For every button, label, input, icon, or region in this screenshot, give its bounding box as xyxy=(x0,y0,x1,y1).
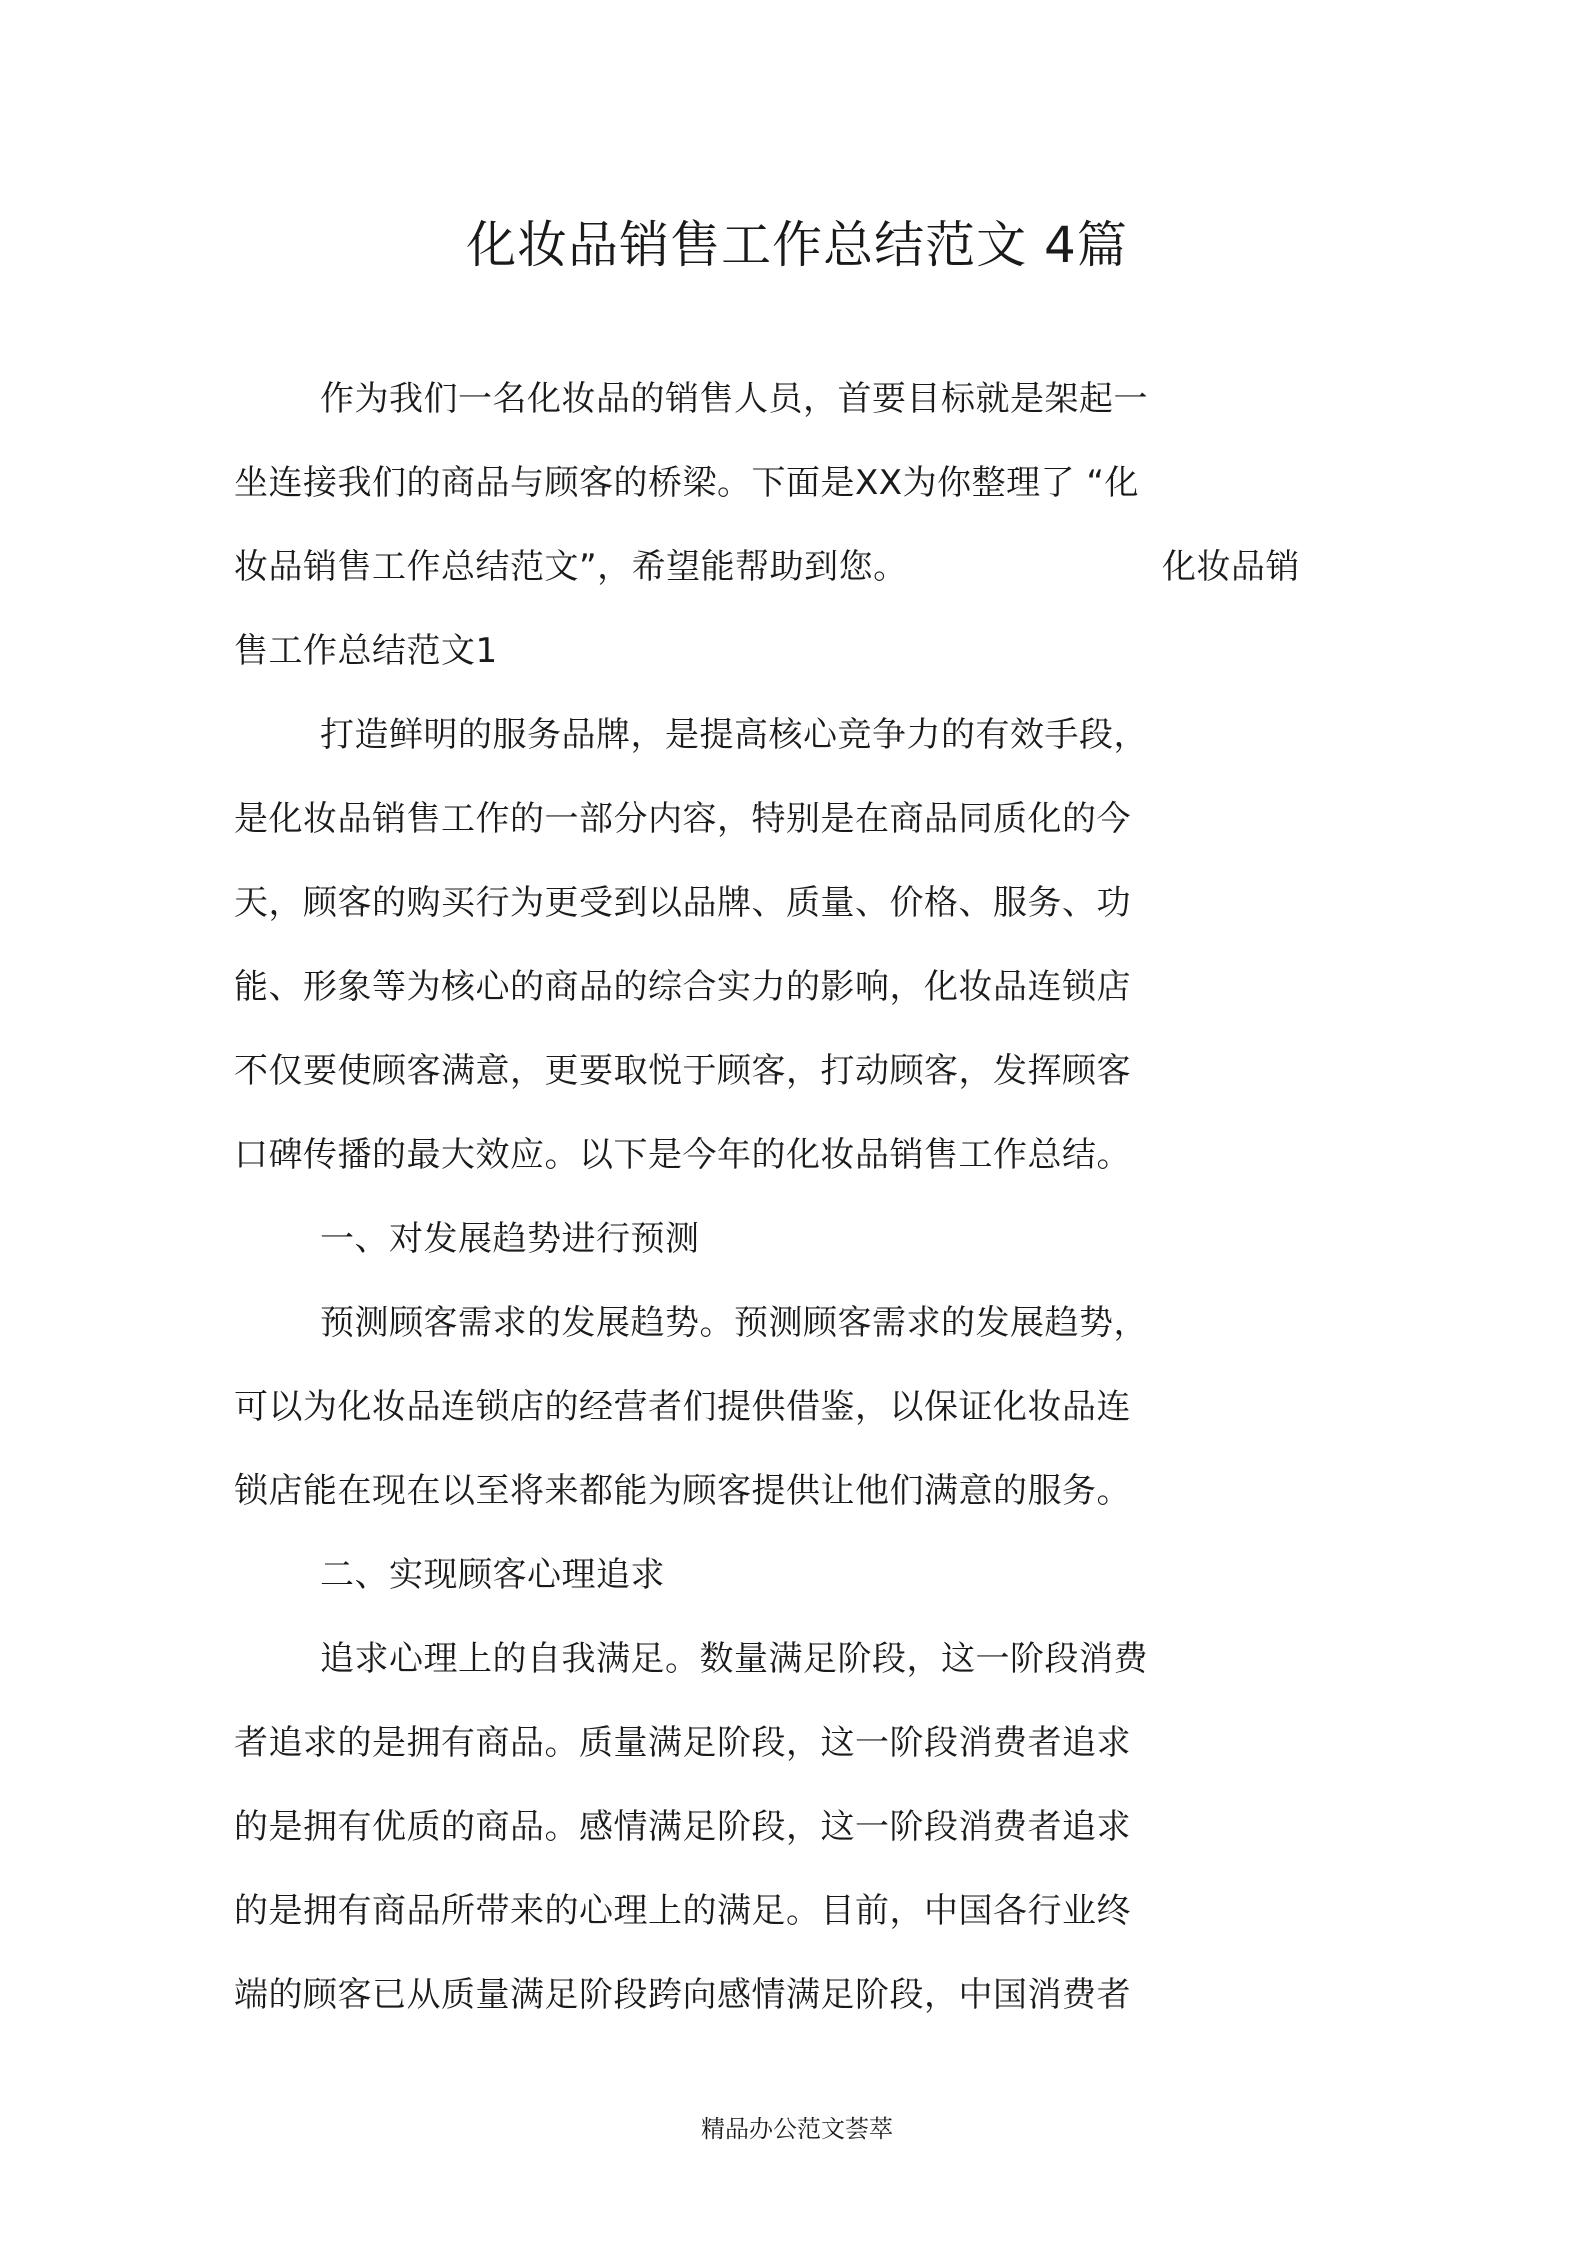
paragraph-line: 可以为化妆品连锁店的经营者们提供借鉴，以保证化妆品连 xyxy=(234,1387,1131,1427)
paragraph-line: 天，顾客的购买行为更受到以品牌、质量、价格、服务、功 xyxy=(234,883,1131,923)
paragraph-line: 坐连接我们的商品与顾客的桥梁。下面是XX为你整理了 “化 xyxy=(234,463,1140,503)
paragraph-line: 预测顾客需求的发展趋势。预测顾客需求的发展趋势， xyxy=(320,1303,1148,1343)
paragraph-line: 的是拥有优质的商品。感情满足阶段，这一阶段消费者追求 xyxy=(234,1807,1131,1847)
paragraph-line: 者追求的是拥有商品。质量满足阶段，这一阶段消费者追求 xyxy=(234,1723,1131,1763)
paragraph-line: 端的顾客已从质量满足阶段跨向感情满足阶段，中国消费者 xyxy=(234,1975,1131,2015)
paragraph-line: 打造鲜明的服务品牌，是提高核心竞争力的有效手段， xyxy=(320,715,1148,755)
paragraph-line: 锁店能在现在以至将来都能为顾客提供让他们满意的服务。 xyxy=(234,1471,1131,1511)
paragraph-line: 作为我们一名化妆品的销售人员，首要目标就是架起一 xyxy=(320,379,1148,419)
paragraph-line: 的是拥有商品所带来的心理上的满足。目前，中国各行业终 xyxy=(234,1891,1131,1931)
paragraph-line: 是化妆品销售工作的一部分内容，特别是在商品同质化的今 xyxy=(234,799,1131,839)
paragraph-line: 售工作总结范文1 xyxy=(234,631,498,671)
page-footer: 精品办公范文荟萃 xyxy=(701,2115,893,2143)
paragraph-line: 能、形象等为核心的商品的综合实力的影响，化妆品连锁店 xyxy=(234,967,1131,1007)
section-heading: 二、实现顾客心理追求 xyxy=(320,1555,665,1595)
document-title: 化妆品销售工作总结范文 4篇 xyxy=(466,216,1128,274)
section-heading: 一、对发展趋势进行预测 xyxy=(320,1219,700,1259)
paragraph-line: 不仅要使顾客满意，更要取悦于顾客，打动顾客，发挥顾客 xyxy=(234,1051,1131,1091)
paragraph-line: 妆品销售工作总结范文”，希望能帮助到您。 xyxy=(234,547,908,587)
paragraph-line: 追求心理上的自我满足。数量满足阶段，这一阶段消费 xyxy=(320,1639,1148,1679)
paragraph-line: 口碑传播的最大效应。以下是今年的化妆品销售工作总结。 xyxy=(234,1135,1131,1175)
paragraph-line: 化妆品销 xyxy=(1162,547,1300,587)
